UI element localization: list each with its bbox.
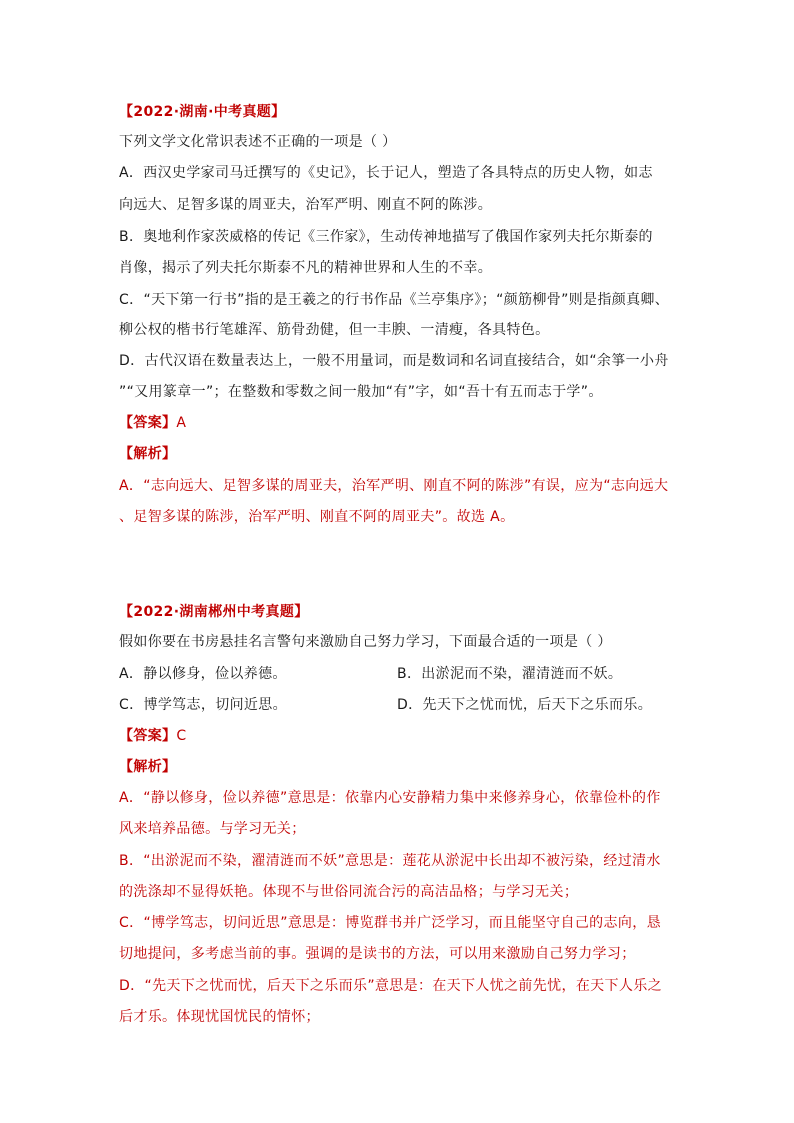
- q1-option-d-line2: ”“又用篆章一”；在整数和零数之间一般加“有”字，如“吾十有五而志于学”。: [119, 384, 603, 400]
- q2-source-tag: 【2022·湖南郴州中考真题】: [119, 604, 309, 620]
- q1-source-tag: 【2022·湖南·中考真题】: [119, 104, 286, 120]
- q2-answer-value: C: [176, 728, 187, 744]
- q1-analysis-line2: 、足智多谋的陈涉，治军严明、刚直不阿的周亚夫”。故选 A。: [119, 509, 515, 525]
- q2-stem: 假如你要在书房悬挂名言警句来激励自己努力学习，下面最合适的一项是（ ）: [119, 634, 612, 650]
- q2-option-c: C．博学笃志，切问近思。: [119, 697, 287, 713]
- q2-analysis-b-line1: B．“出淤泥而不染，濯清涟而不妖”意思是：莲花从淤泥中长出却不被污染，经过清水: [119, 853, 661, 869]
- q1-option-a-line1: A．西汉史学家司马迁撰写的《史记》，长于记人，塑造了各具特点的历史人物，如志: [119, 165, 653, 181]
- q2-analysis-a-line2: 风来培养品德。与学习无关；: [119, 821, 306, 837]
- q1-answer-value: A: [176, 415, 187, 431]
- q2-option-b: B．出淤泥而不染，濯清涟而不妖。: [397, 666, 623, 682]
- q2-answer: [119, 726, 187, 746]
- q1-option-b-line2: 肖像，揭示了列夫托尔斯泰不凡的精神世界和人生的不幸。: [119, 260, 493, 276]
- q2-analysis-d-line1: D．“先天下之忧而忧，后天下之乐而乐”意思是：在天下人忧之前先忧，在天下人乐之: [119, 978, 662, 994]
- q2-analysis-c-line1: C．“博学笃志，切问近思”意思是：博览群书并广泛学习，而且能坚守自己的志向，恳: [119, 915, 661, 931]
- q2-analysis-label: 【解析】: [119, 759, 177, 775]
- q1-stem: 下列文学文化常识表述不正确的一项是（ ）: [119, 134, 397, 150]
- q2-analysis-b-line2: 的洗涤却不显得妖艳。体现不与世俗同流合污的高洁品格；与学习无关；: [119, 884, 579, 900]
- q2-analysis-a-line1: A．“静以修身，俭以养德”意思是：依靠内心安静精力集中来修养身心，依靠俭朴的作: [119, 790, 661, 806]
- q2-answer-label: 【答案】: [119, 728, 177, 744]
- q1-analysis-line1: A．“志向远大、足智多谋的周亚夫，治军严明、刚直不阿的陈涉”有误，应为“志向远大: [119, 478, 669, 494]
- q1-option-c-line2: 柳公权的楷书行笔雄浑、筋骨劲健，但一丰腴、一清瘦，各具特色。: [119, 322, 550, 338]
- q2-option-d: D．先天下之忧而忧，后天下之乐而乐。: [397, 697, 653, 713]
- q1-answer: [119, 413, 186, 433]
- q1-analysis-label: 【解析】: [119, 446, 177, 462]
- q1-option-b-line1: B．奥地利作家茨威格的传记《三作家》，生动传神地描写了俄国作家列夫托尔斯泰的: [119, 229, 653, 245]
- q2-option-a: A．静以修身，俭以养德。: [119, 666, 287, 682]
- q2-analysis-d-line2: 后才乐。体现忧国忧民的情怀；: [119, 1009, 320, 1025]
- q1-option-d-line1: D．古代汉语在数量表达上，一般不用量词，而是数词和名词直接结合，如“余箏一小舟: [119, 353, 669, 369]
- q1-option-c-line1: C．“天下第一行书”指的是王羲之的行书作品《兰亭集序》；“颜筋柳骨”则是指颜真卿、: [119, 292, 670, 308]
- q1-answer-label: 【答案】: [119, 415, 177, 431]
- q1-option-a-line2: 向远大、足智多谋的周亚夫，治军严明、刚直不阿的陈涉。: [119, 197, 493, 213]
- q2-analysis-c-line2: 切地提问，多考虑当前的事。强调的是读书的方法，可以用来激励自己努力学习；: [119, 946, 636, 962]
